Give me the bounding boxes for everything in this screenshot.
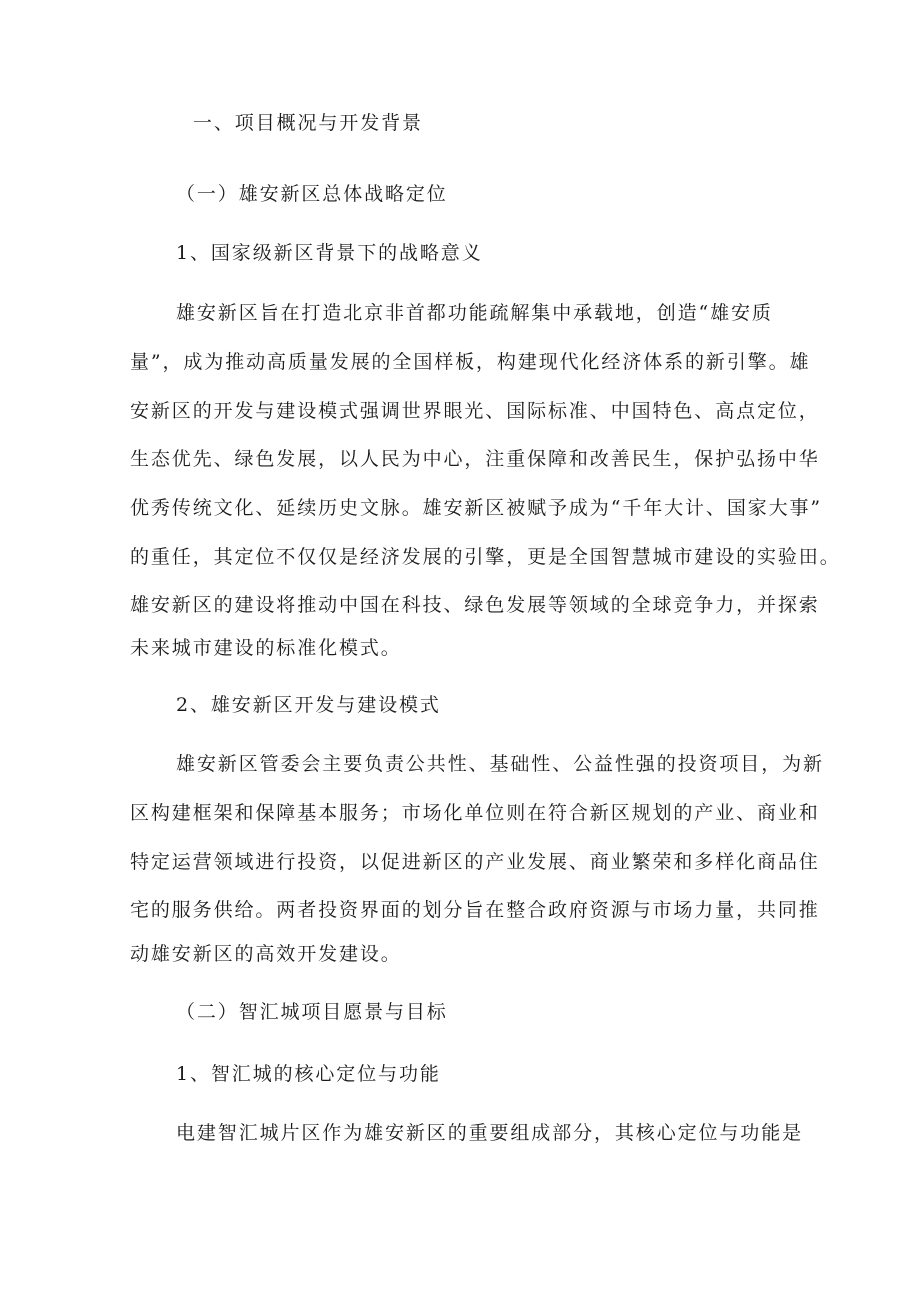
paragraph-line: 安新区的开发与建设模式强调世界眼光、国际标准、中国特色、高点定位，: [130, 400, 820, 422]
paragraph-line: 宅的服务供给。两者投资界面的划分旨在整合政府资源与市场力量，共同推: [130, 899, 820, 921]
section-2-sub-1-heading: 1、智汇城的核心定位与功能: [176, 1063, 441, 1085]
paragraph-line: 雄安新区的建设将推动中国在科技、绿色发展等领域的全球竞争力，并探索: [130, 594, 820, 616]
paragraph-line: 量”，成为推动高质量发展的全国样板，构建现代化经济体系的新引擎。雄: [130, 351, 811, 373]
paragraph-line: 特定运营领域进行投资，以促进新区的产业发展、商业繁荣和多样化商品住: [130, 851, 820, 873]
section-1-heading: （一）雄安新区总体战略定位: [176, 183, 448, 205]
section-2-heading: （二）智汇城项目愿景与目标: [176, 1001, 448, 1023]
paragraph-line: 优秀传统文化、延续历史文脉。雄安新区被赋予成为“千年大计、国家大事”: [130, 497, 823, 519]
heading-level-1: 一、项目概况与开发背景: [193, 112, 423, 134]
paragraph-line: 未来城市建设的标准化模式。: [130, 637, 402, 659]
paragraph-line: 的重任，其定位不仅仅是经济发展的引擎，更是全国智慧城市建设的实验田。: [130, 546, 841, 568]
section-1-sub-2-heading: 2、雄安新区开发与建设模式: [176, 694, 441, 716]
paragraph-line: 生态优先、绿色发展，以人民为中心，注重保障和改善民生，保护弘扬中华: [130, 448, 820, 470]
paragraph-line: 电建智汇城片区作为雄安新区的重要组成部分，其核心定位与功能是: [176, 1122, 804, 1144]
paragraph-line: 区构建框架和保障基本服务；市场化单位则在符合新区规划的产业、商业和: [130, 802, 820, 824]
paragraph-line: 雄安新区旨在打造北京非首都功能疏解集中承载地，创造“雄安质: [176, 302, 773, 324]
paragraph-line: 雄安新区管委会主要负责公共性、基础性、公益性强的投资项目，为新: [176, 753, 824, 775]
paragraph-line: 动雄安新区的高效开发建设。: [130, 943, 402, 965]
section-1-sub-1-heading: 1、国家级新区背景下的战略意义: [176, 242, 483, 264]
